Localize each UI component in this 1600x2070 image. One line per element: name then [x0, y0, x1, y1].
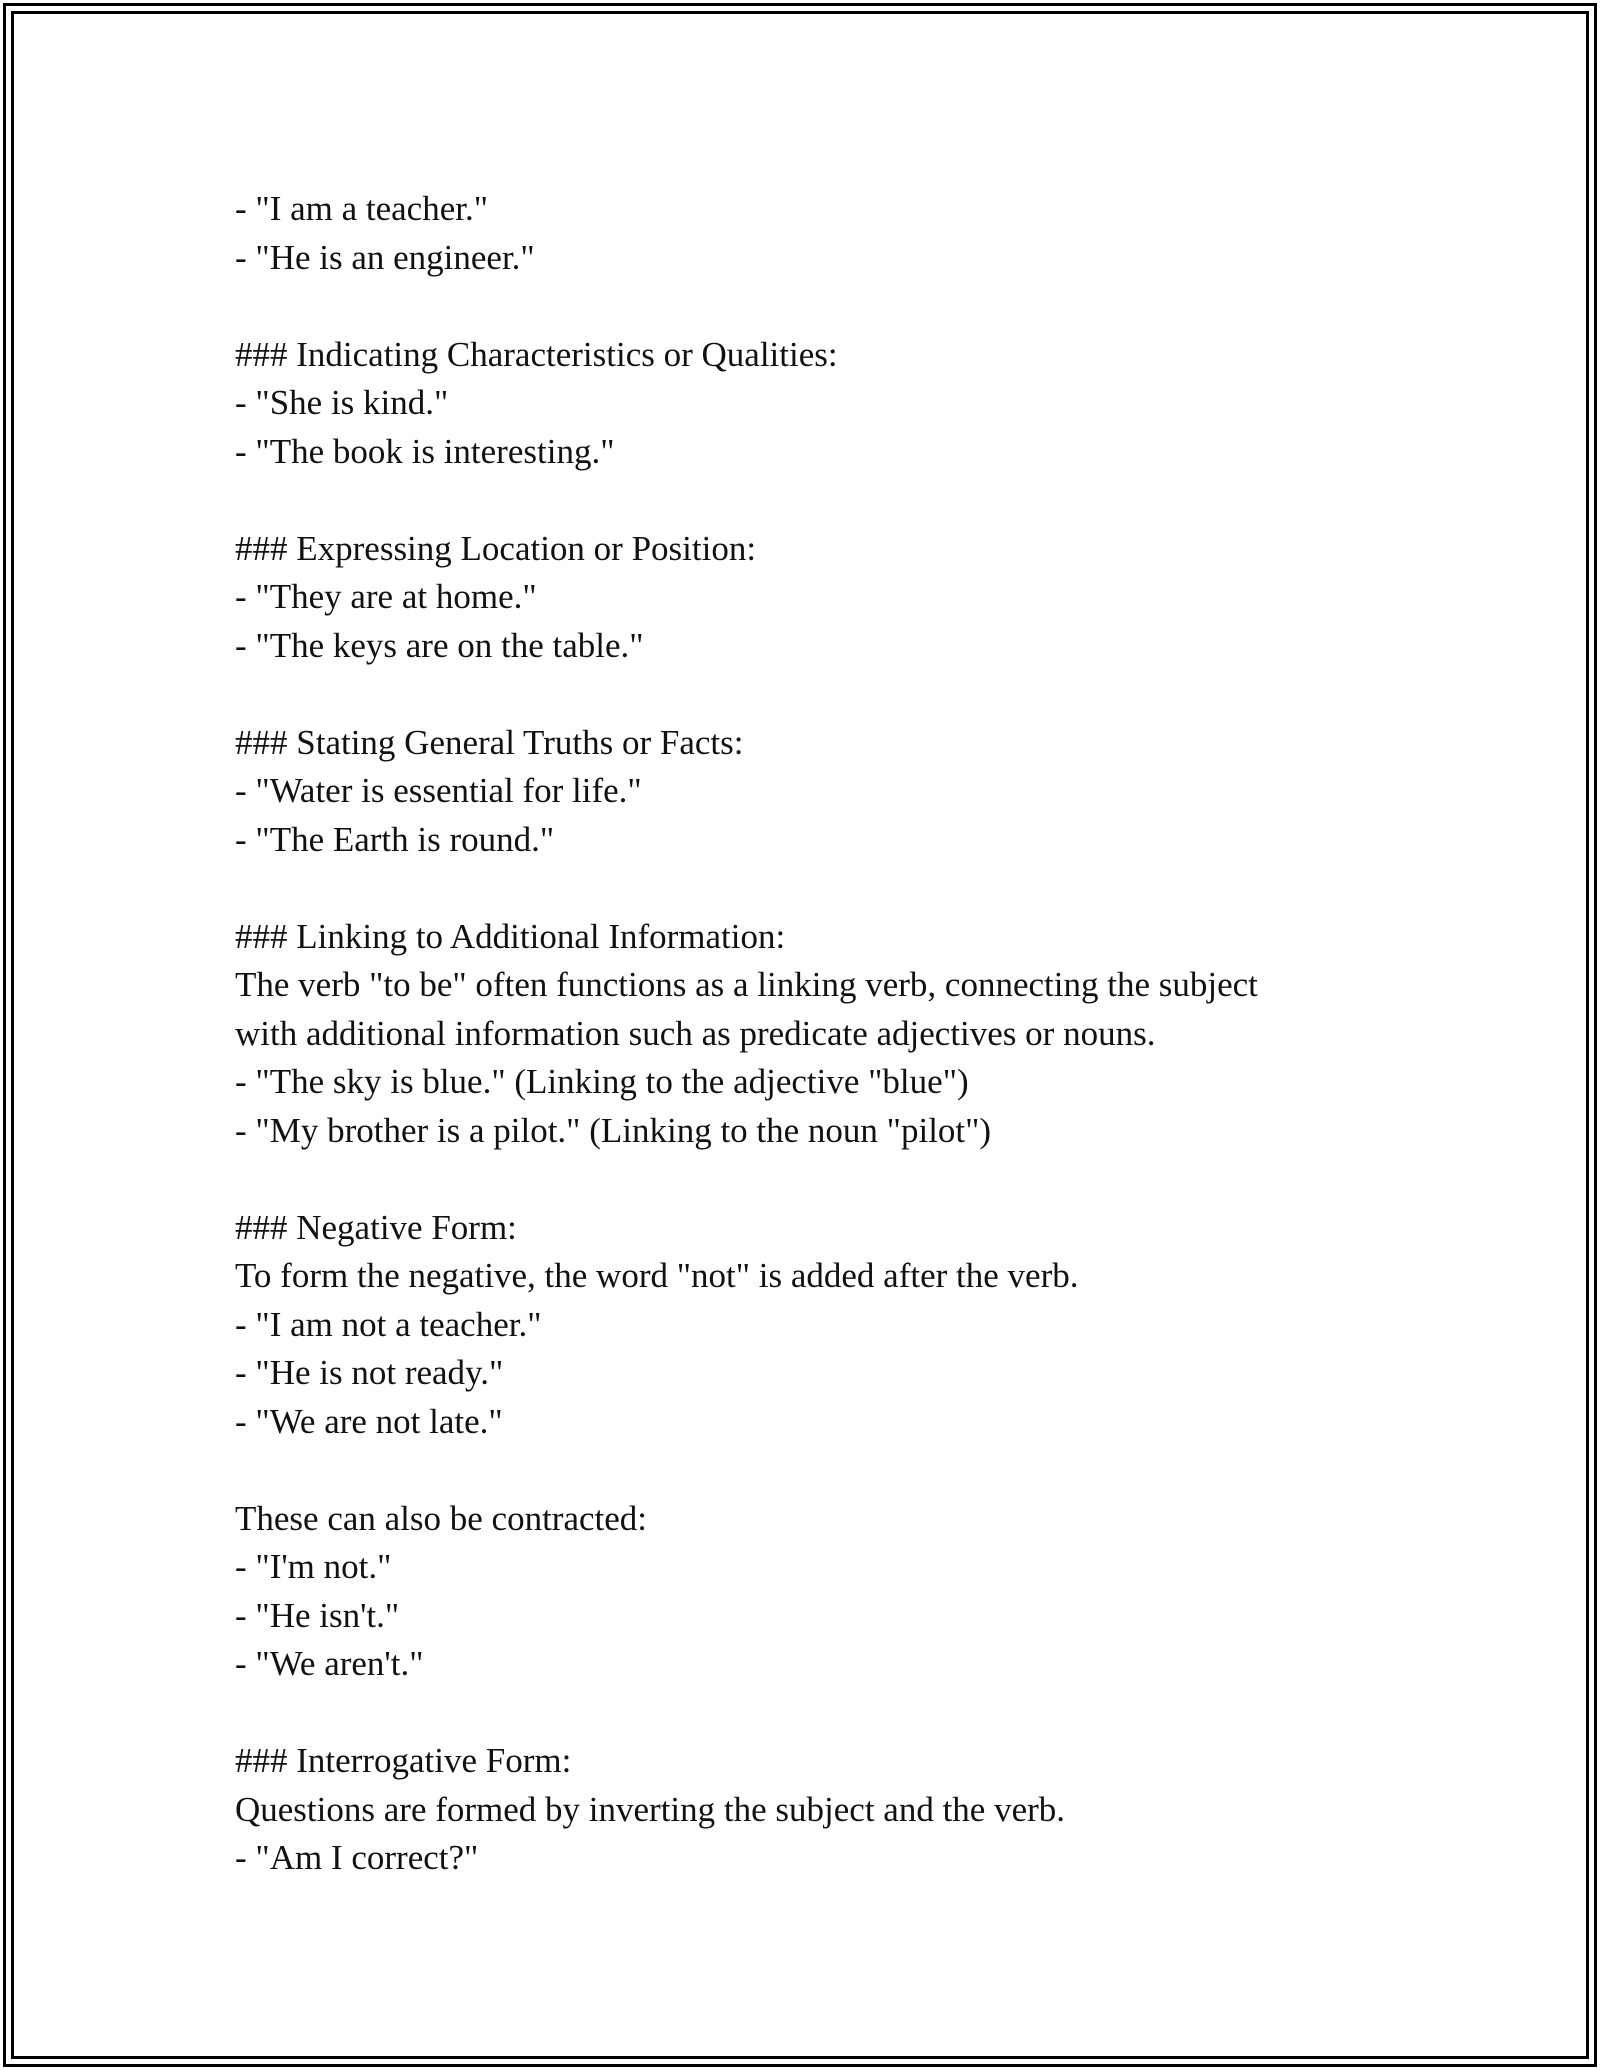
- list-item: - "The sky is blue." (Linking to the adjective "blue"): [235, 1062, 969, 1101]
- list-item: - "The keys are on the table.": [235, 625, 644, 665]
- section-heading: ### Linking to Additional Information:: [235, 916, 786, 956]
- section-heading: ### Negative Form:: [235, 1207, 517, 1247]
- list-item: - "He is not ready.": [235, 1353, 504, 1392]
- section-heading: ### Interrogative Form:: [235, 1741, 572, 1780]
- section-heading: ### Indicating Characteristics or Qualities:: [235, 334, 838, 374]
- section-contractions: [235, 1495, 1385, 1689]
- list-item: - "Water is essential for life.": [235, 771, 642, 810]
- section-characteristics: [235, 331, 1385, 477]
- section-location: [235, 525, 1385, 671]
- section-heading: ### Expressing Location or Position:: [235, 528, 757, 568]
- list-item: - "Am I correct?": [235, 1838, 479, 1877]
- list-item: - "The book is interesting.": [235, 431, 615, 471]
- list-item: - "He is an engineer.": [235, 237, 535, 277]
- section-linking: [235, 913, 1385, 1156]
- list-item: - "He isn't.": [235, 1595, 400, 1635]
- list-item: - "I am a teacher.": [235, 189, 489, 228]
- paragraph-line: with additional information such as predicate adjectives or nouns.: [235, 1013, 1156, 1053]
- list-item: - "She is kind.": [235, 383, 449, 422]
- section-negative-form: [235, 1204, 1385, 1447]
- section-general-truths: [235, 719, 1385, 865]
- list-item: - "My brother is a pilot." (Linking to the noun "pilot"): [235, 1110, 992, 1150]
- section-heading: ### Stating General Truths or Facts:: [235, 722, 744, 762]
- list-item: - "They are at home.": [235, 577, 537, 616]
- paragraph-line: To form the negative, the word "not" is added after the verb.: [235, 1256, 1079, 1295]
- paragraph-line: Questions are formed by inverting the subject and the verb.: [235, 1789, 1066, 1829]
- list-item: - "I'm not.": [235, 1547, 392, 1586]
- intro-list: [235, 185, 1385, 282]
- section-interrogative-form: [235, 1737, 1385, 1883]
- list-item: - "The Earth is round.": [235, 819, 555, 859]
- document-body: [235, 185, 1385, 1883]
- section-intro-text: These can also be contracted:: [235, 1498, 648, 1538]
- list-item: - "I am not a teacher.": [235, 1304, 542, 1344]
- list-item: - "We are not late.": [235, 1401, 503, 1441]
- paragraph-line: The verb "to be" often functions as a linking verb, connecting the subject: [235, 965, 1258, 1004]
- list-item: - "We aren't.": [235, 1644, 424, 1683]
